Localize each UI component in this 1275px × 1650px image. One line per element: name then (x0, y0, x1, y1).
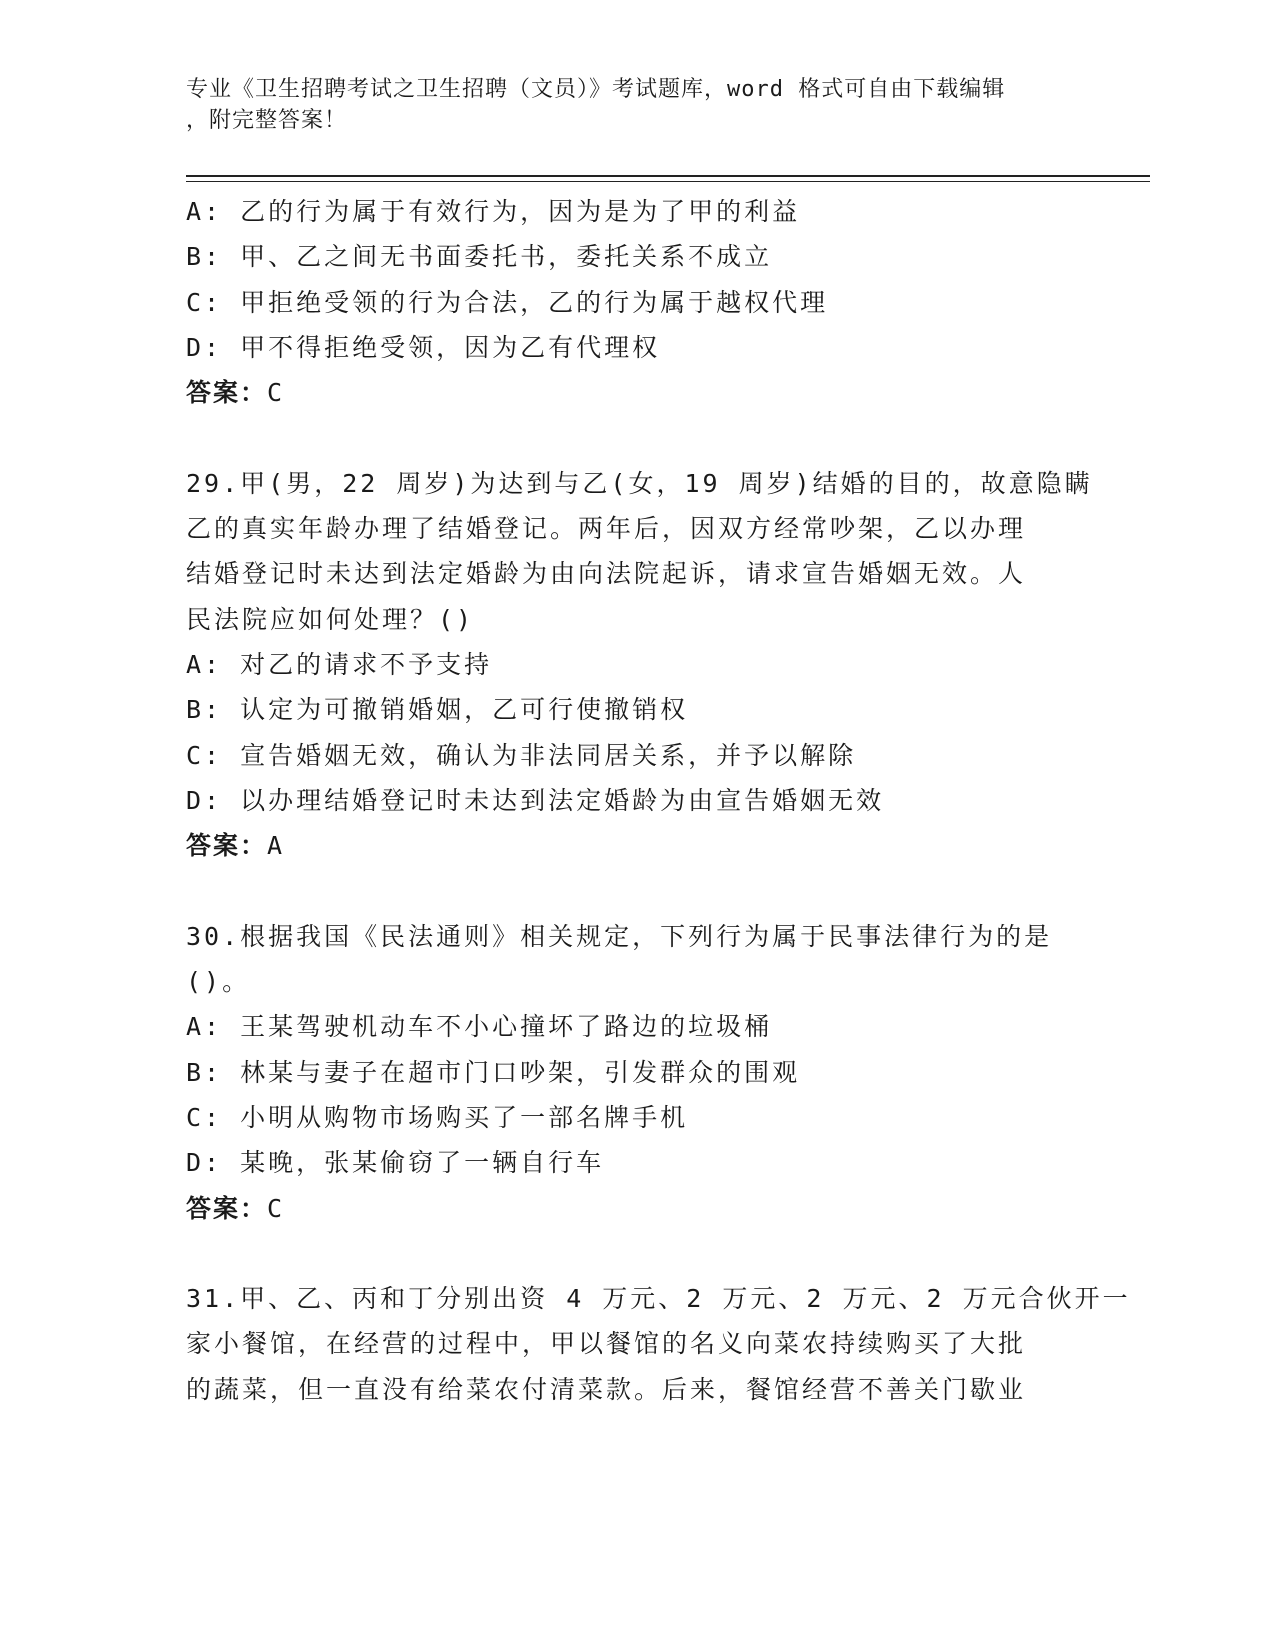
option-b: B: 林某与妻子在超市门口吵架，引发群众的围观 (186, 1057, 801, 1087)
spacer (186, 868, 1086, 913)
header-rule-thin (186, 181, 1150, 182)
question-30 (186, 914, 1086, 1231)
question-text-line: 30.根据我国《民法通则》相关规定，下列行为属于民事法律行为的是 (186, 921, 1053, 951)
option-a: A: 乙的行为属于有效行为，因为是为了甲的利益 (186, 197, 801, 226)
header-line-2: ，附完整答案！ (186, 108, 348, 133)
answer-label: 答案： (186, 831, 268, 861)
answer-line (186, 823, 1086, 868)
option-c: C: 小明从购物市场购买了一部名牌手机 (186, 1102, 689, 1132)
question-text-line: 的蔬菜，但一直没有给菜农付清菜款。后来，餐馆经营不善关门歇业 (186, 1374, 1027, 1404)
spacer (186, 415, 1086, 460)
answer-line (186, 1186, 1086, 1231)
spacer (186, 1231, 1086, 1276)
option-a: A: 王某驾驶机动车不小心撞坏了路边的垃圾桶 (186, 1012, 773, 1042)
question-text-line: 乙的真实年龄办理了结婚登记。两年后，因双方经常吵架，乙以办理 (186, 514, 1027, 544)
question-text-line: 家小餐馆，在经营的过程中，甲以餐馆的名义向菜农持续购买了大批 (186, 1329, 1027, 1359)
option-c: C: 甲拒绝受领的行为合法，乙的行为属于越权代理 (186, 287, 829, 317)
answer-value: A (267, 831, 285, 861)
document-header (186, 74, 1066, 136)
question-text-line: 29.甲(男，22 周岁)为达到与乙(女，19 周岁)结婚的目的，故意隐瞒 (186, 468, 1093, 498)
answer-value: C (267, 1193, 285, 1223)
option-b: B: 甲、乙之间无书面委托书，委托关系不成立 (186, 242, 773, 272)
question-29 (186, 461, 1093, 869)
answer-label: 答案： (186, 1193, 268, 1223)
question-text-line: ()。 (186, 967, 251, 997)
option-d: D: 甲不得拒绝受领，因为乙有代理权 (186, 332, 661, 362)
option-b: B: 认定为可撤销婚姻，乙可行使撤销权 (186, 695, 689, 725)
question-text-line: 民法院应如何处理？() (186, 604, 475, 634)
question-28 (186, 189, 1086, 415)
header-line-1: 专业《卫生招聘考试之卫生招聘（文员）》考试题库，word 格式可自由下载编辑 (186, 77, 1006, 102)
answer-label: 答案： (186, 378, 268, 408)
question-31 (186, 1276, 1131, 1412)
answer-line (186, 370, 1086, 415)
option-c: C: 宣告婚姻无效，确认为非法同居关系，并予以解除 (186, 740, 857, 770)
header-rule-thick (186, 175, 1150, 177)
question-text-line: 结婚登记时未达到法定婚龄为由向法院起诉，请求宣告婚姻无效。人 (186, 559, 1027, 589)
option-d: D: 以办理结婚登记时未达到法定婚龄为由宣告婚姻无效 (186, 785, 885, 815)
question-text-line: 31.甲、乙、丙和丁分别出资 4 万元、2 万元、2 万元、2 万元合伙开一 (186, 1284, 1131, 1314)
answer-value: C (267, 378, 285, 408)
question-list (186, 189, 1131, 1412)
option-d: D: 某晚，张某偷窃了一辆自行车 (186, 1148, 605, 1178)
option-a: A: 对乙的请求不予支持 (186, 649, 493, 679)
